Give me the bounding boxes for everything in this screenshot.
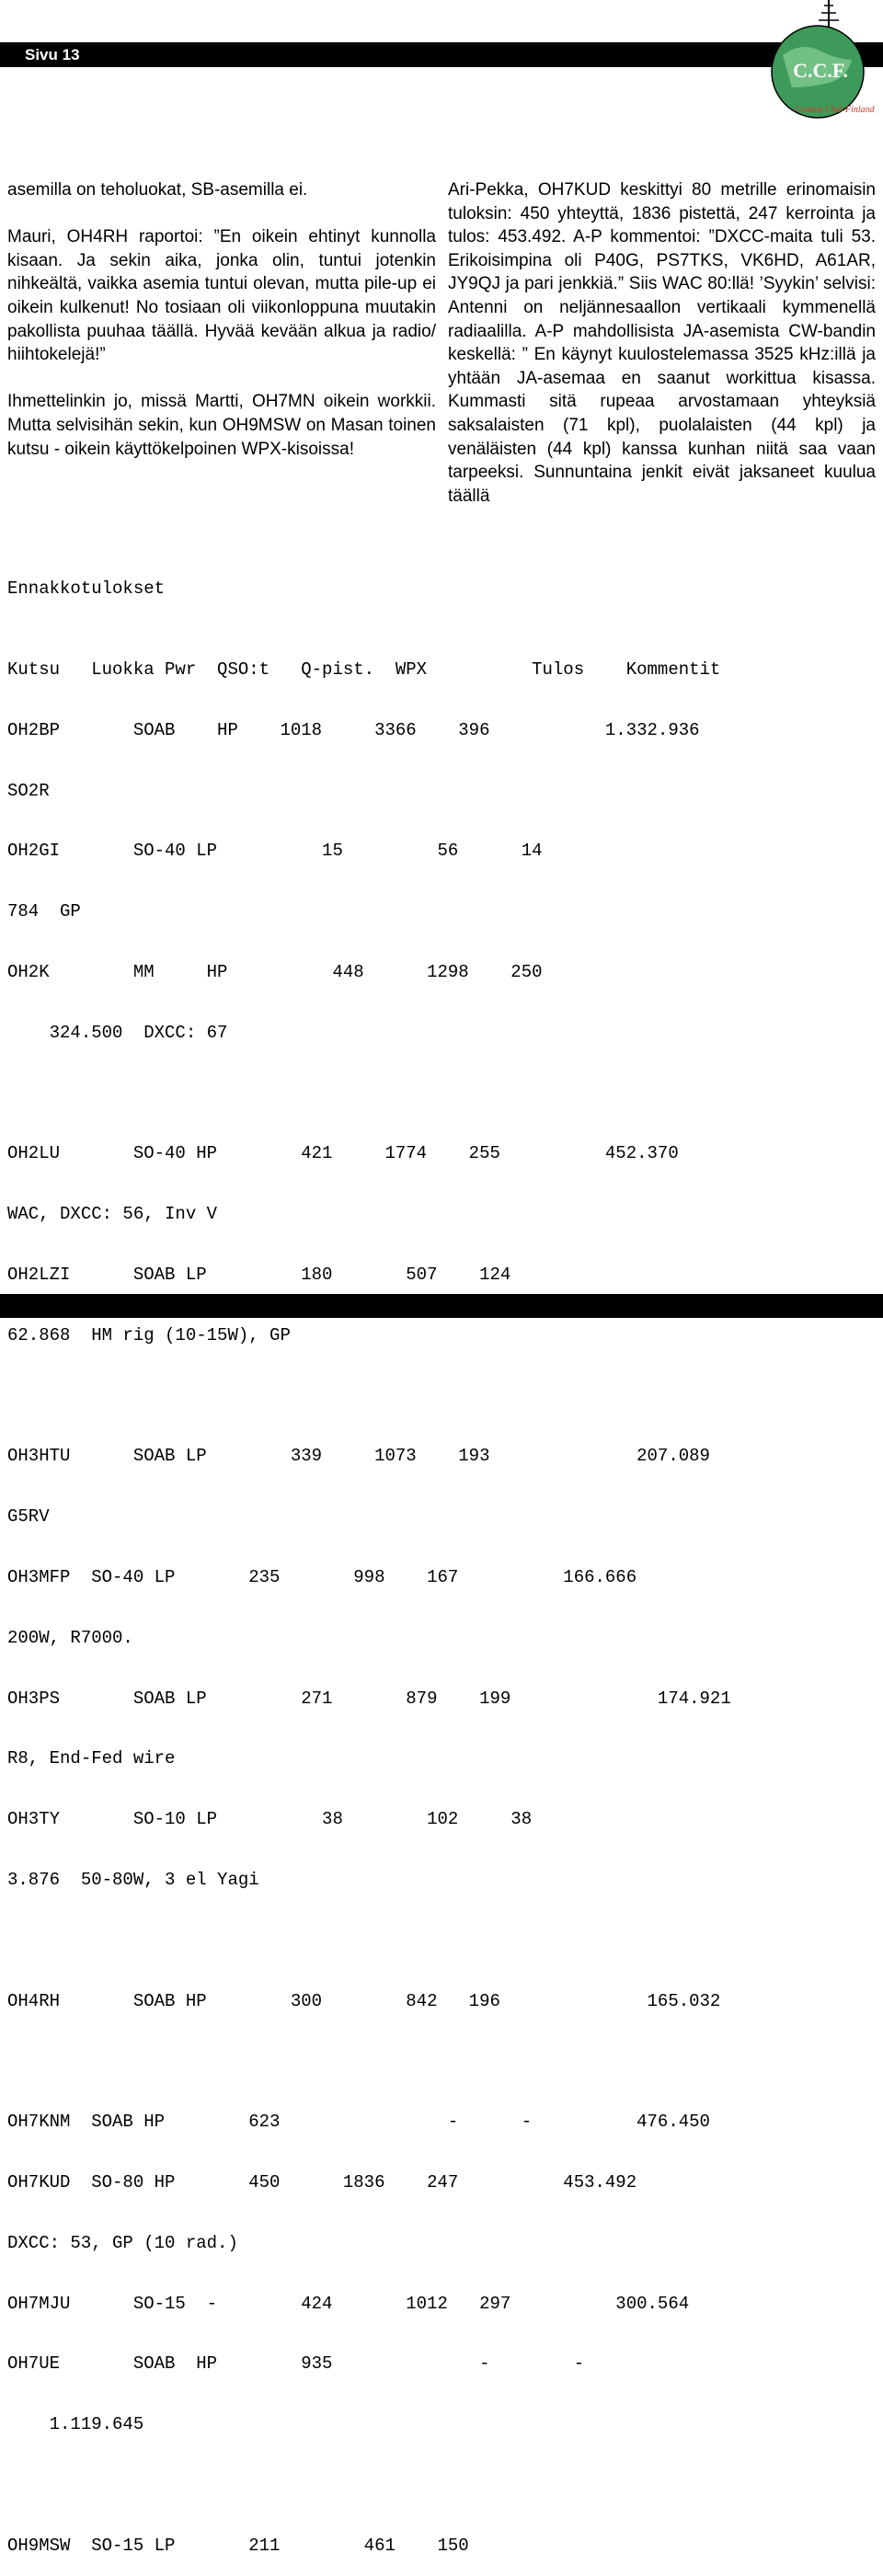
results-row: R8, End-Fed wire	[7, 1748, 176, 1769]
results-row: OH3MFP SO-40 LP 235 998 167 166.666	[7, 1566, 637, 1587]
results-row: OH7MJU SO-15 - 424 1012 297 300.564	[7, 2293, 690, 2314]
results-row: OH2GI SO-40 LP 15 56 14	[7, 841, 543, 862]
results-row: 784 GP	[7, 901, 81, 922]
results-row: OH2K MM HP 448 1298 250	[7, 961, 543, 982]
results-row: OH7UE SOAB HP 935 - -	[7, 2353, 585, 2375]
results-header-row: Kutsu Luokka Pwr QSO:t Q-pist. WPX Tulos Kommentit	[7, 659, 721, 680]
right-article-column	[448, 178, 876, 508]
results-row: 62.868 HM rig (10-15W), GP	[7, 1324, 291, 1345]
results-row: DXCC: 53, GP (10 rad.)	[7, 2232, 238, 2253]
results-row: OH3HTU SOAB LP 339 1073 193 207.089	[7, 1446, 710, 1467]
results-spacer	[7, 2475, 731, 2495]
page-number: Sivu 13	[25, 46, 80, 63]
club-logo	[741, 0, 883, 129]
left-paragraph-1: asemilla on teholuokat, SB-asemilla ei.	[7, 180, 308, 200]
results-row: SO2R	[7, 780, 50, 801]
results-row: 1.119.645	[7, 2414, 144, 2435]
left-article-column	[7, 178, 436, 461]
right-paragraph-1: Ari-Pekka, OH7KUD keskittyi 80 metrille erinomaisin tuloksin: 450 yhteyttä, 1836 pistettä, 247 kerrointa ja tulos: 453.492. A-P kommentoi: ”DXCC-maita tuli 53. Erikoisimpina oli P40G, PS7TKS, VK6HD, A61AR, JY9QJ ja pari jenkkiä.” Siis WAC 80:llä! ’Syykin’ selvisi: Antenni on neljännesaallon vertikaali kymmenellä radiaalilla. A-P mahdollisista JA-asemista CW-bandin keskellä: ” En käynyt kuulostelemassa 3525 kHz:illä ja yhtään JA-asemaa en saanut workittua kisassa. Kummasti sitä rupeaa arvostamaan yhteyksiä saksalaisten (71 kpl), puolalaisten (44 kpl) ja venäläisten (44 kpl) kanssa kunhan niitä saa vaan tarpeeksi. Sunnuntaina jenkit eivät jaksaneet kuulua täällä	[448, 180, 876, 506]
results-row: WAC, DXCC: 56, Inv V	[7, 1204, 218, 1225]
results-spacer	[7, 2051, 731, 2071]
results-row: 3.876 50-80W, 3 el Yagi	[7, 1869, 259, 1890]
left-paragraph-3: Ihmettelinkin jo, missä Martti, OH7MN oikein workkii. Mutta selvisihän sekin, kun OH9MSW on Masan toinen kutsu - oikein käyttökelpoinen WPX-kisoissa!	[7, 392, 436, 459]
results-row: OH7KNM SOAB HP 623 - - 476.450	[7, 2112, 710, 2133]
logo-text: C.C.F.	[793, 59, 848, 82]
results-row: OH9MSW SO-15 LP 211 461 150	[7, 2535, 469, 2556]
results-row: OH4RH SOAB HP 300 842 196 165.032	[7, 1990, 721, 2011]
results-row: OH2LZI SOAB LP 180 507 124	[7, 1264, 511, 1285]
results-row: OH2BP SOAB HP 1018 3366 396 1.332.936	[7, 719, 700, 740]
results-row: G5RV	[7, 1506, 50, 1528]
logo-arc-text: Contest Club Finland	[795, 105, 875, 115]
results-row: OH7KUD SO-80 HP 450 1836 247 453.492	[7, 2171, 637, 2192]
results-row: OH3TY SO-10 LP 38 102 38	[7, 1809, 533, 1830]
results-row: OH2LU SO-40 HP 421 1774 255 452.370	[7, 1143, 679, 1164]
results-table	[7, 619, 731, 2576]
results-row: 324.500 DXCC: 67	[7, 1022, 228, 1043]
results-heading: Ennakkotulokset	[7, 578, 166, 599]
results-spacer	[7, 1930, 731, 1951]
results-spacer	[7, 1386, 731, 1406]
results-row: OH3PS SOAB LP 271 879 199 174.921	[7, 1688, 731, 1709]
page-footer-bar	[0, 1294, 883, 1318]
left-paragraph-2: Mauri, OH4RH raportoi: ”En oikein ehtinyt kunnolla kisaan. Ja sekin aika, jonka olin, tuntui jotenkin nihkeältä, vaikka asemia tuntui olevan, mutta pile-up ei oikein kulkenut! No tosiaan oli viikonloppuna muutakin pakollista puuhaa täällä. Hyvää kevään alkua ja radio/ hiihtokelejä!”	[7, 227, 436, 365]
results-spacer	[7, 1083, 731, 1104]
results-row: 200W, R7000.	[7, 1627, 133, 1648]
